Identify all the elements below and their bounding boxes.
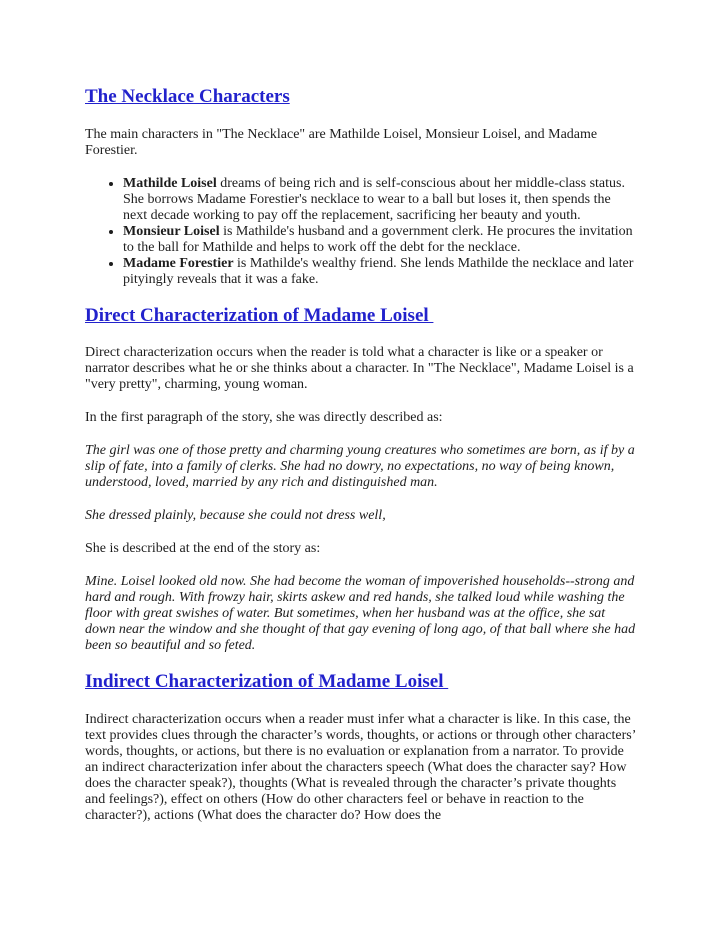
character-name: Mathilde Loisel xyxy=(123,176,217,191)
page-title[interactable]: The Necklace Characters xyxy=(85,86,290,107)
list-item xyxy=(123,224,636,256)
list-item xyxy=(123,176,636,224)
character-description: dreams of being rich and is self-conscious about her middle-class status. She borrows Madame Forestier's necklace to wear to a ball but loses it, then spends the next decade working to pay off the replacement, sacrificing her beauty and youth. xyxy=(123,176,625,223)
list-item xyxy=(123,256,636,288)
character-description: is Mathilde's wealthy friend. She lends Mathilde the necklace and later pityingly reveals that it was a fake. xyxy=(123,256,634,287)
character-name: Monsieur Loisel xyxy=(123,224,220,239)
character-list xyxy=(85,176,636,288)
indirect-definition-paragraph: Indirect characterization occurs when a reader must infer what a character is like. In this case, the text provides clues through the character’s words, thoughts, or actions or through other characters’ words, thoughts, or actions, but there is no evaluation or explanation from a narrator. To provide an indirect characterization infer about the characters speech (What does the character say? How does the character speak?), thoughts (What is revealed through the character’s private thoughts and feelings?), effect on others (How do other characters feel or behave in reaction to the character?), actions (What does the character do? How does the xyxy=(85,712,636,823)
character-name: Madame Forestier xyxy=(123,256,234,271)
first-paragraph-lead-in: In the first paragraph of the story, she was directly described as: xyxy=(85,410,443,425)
end-of-story-lead-in: She is described at the end of the story as: xyxy=(85,541,321,556)
indirect-characterization-heading[interactable]: Indirect Characterization of Madame Loisel xyxy=(85,671,449,692)
direct-definition-paragraph: Direct characterization occurs when the reader is told what a character is like or a speaker or narrator describes what he or she thinks about a character. In "The Necklace", Madame Loisel is a "very pretty", charming, young woman. xyxy=(85,345,634,392)
story-quote-1: The girl was one of those pretty and charming young creatures who sometimes are born, as if by a slip of fate, into a family of clerks. She had no dowry, no expectations, no way of being known, understood, loved, married by any rich and distinguished man. xyxy=(85,443,635,490)
direct-characterization-heading[interactable]: Direct Characterization of Madame Loisel xyxy=(85,305,434,326)
story-quote-3: Mine. Loisel looked old now. She had become the woman of impoverished households--strong and hard and rough. With frowzy hair, skirts askew and red hands, she talked loud while washing the floor with great swishes of water. But sometimes, when her husband was at the office, she sat down near the window and she thought of that gay evening of long ago, of that ball where she had been so beautiful and so feted. xyxy=(85,574,636,653)
character-description: is Mathilde's husband and a government clerk. He procures the invitation to the ball for Mathilde and helps to work off the debt for the necklace. xyxy=(123,224,633,255)
intro-paragraph: The main characters in "The Necklace" are Mathilde Loisel, Monsieur Loisel, and Madame Forestier. xyxy=(85,127,598,158)
story-quote-2: She dressed plainly, because she could not dress well, xyxy=(85,508,386,523)
